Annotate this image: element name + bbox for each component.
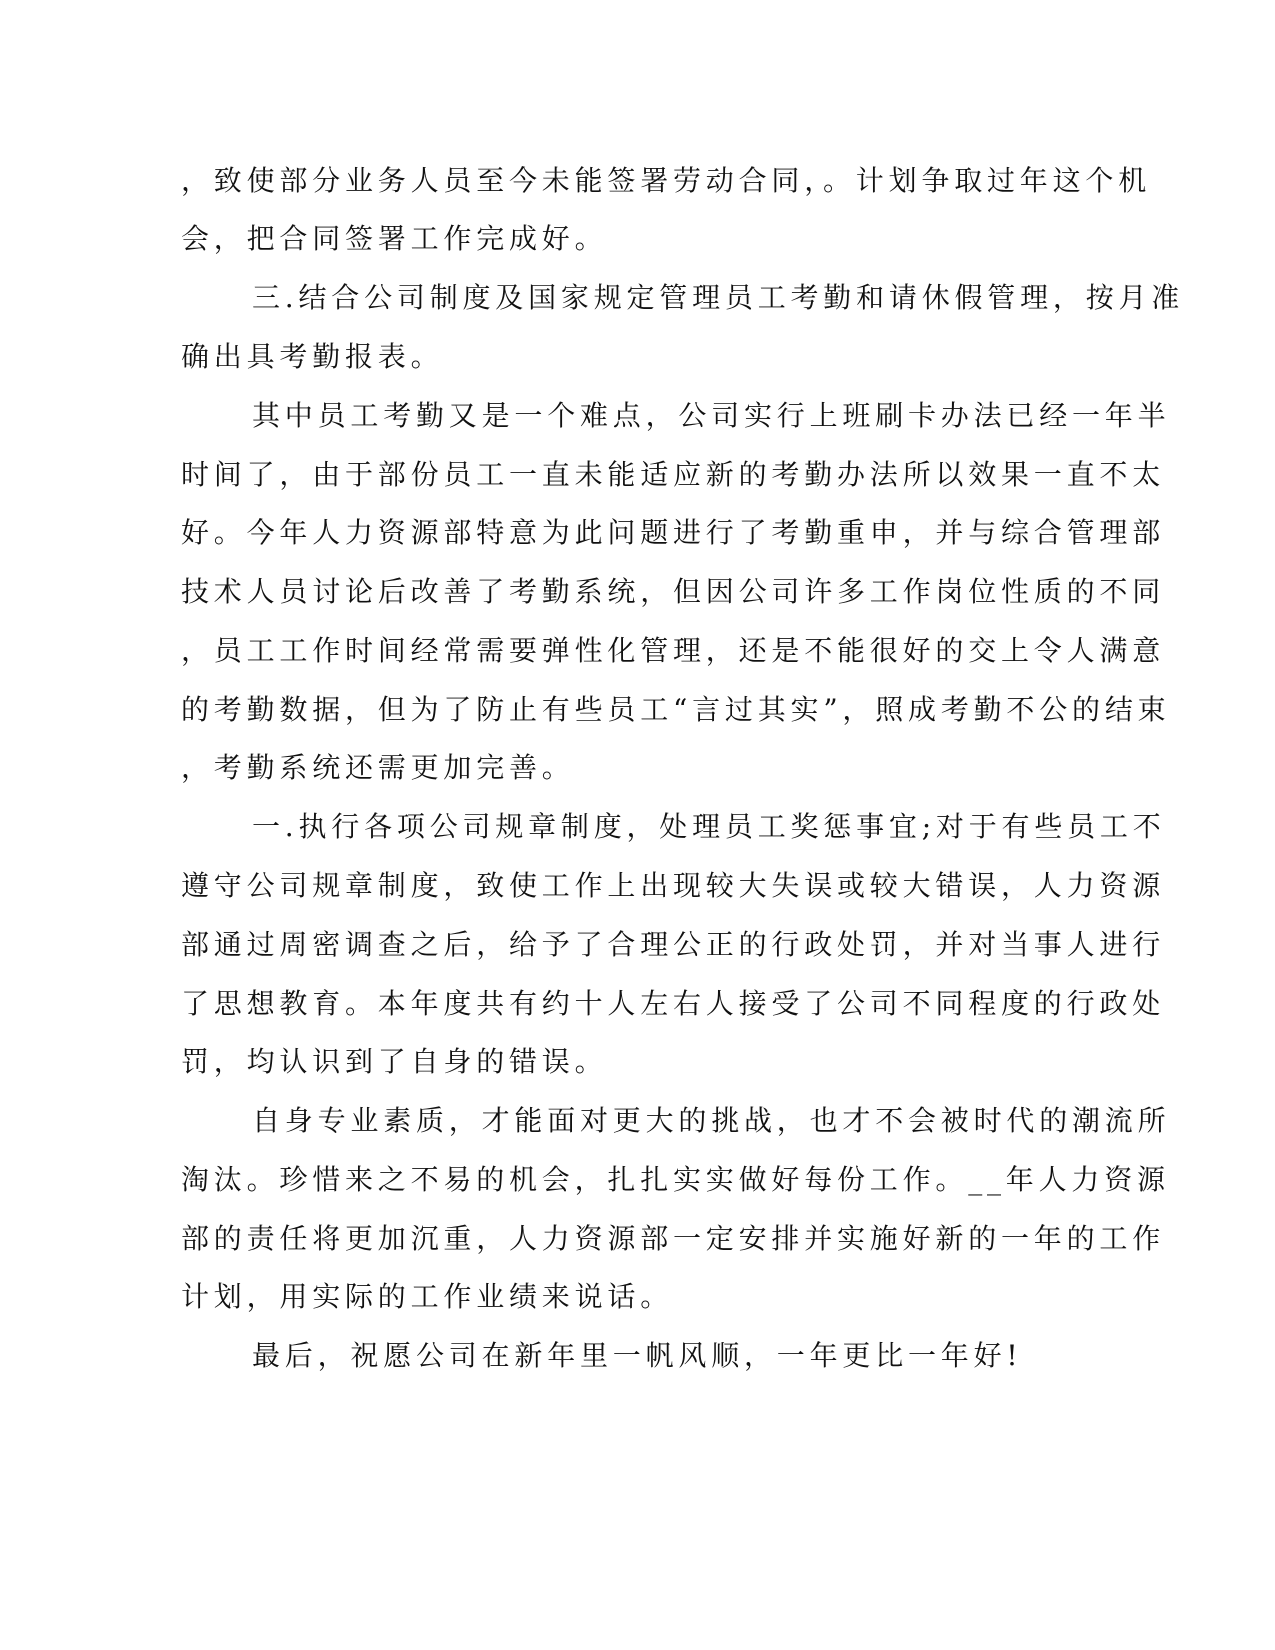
text-line: 的考勤数据，但为了防止有些员工“言过其实”，照成考勤不公的结束 (181, 693, 1171, 726)
text-line: 罚，均认识到了自身的错误。 (181, 1045, 608, 1078)
text-line: 最后，祝愿公司在新年里一帆风顺，一年更比一年好! (252, 1339, 1023, 1372)
text-line: 遵守公司规章制度，致使工作上出现较大失误或较大错误，人力资源 (181, 869, 1166, 902)
text-line: 了思想教育。本年度共有约十人左右人接受了公司不同程度的行政处 (181, 987, 1166, 1020)
text-line: 确出具考勤报表。 (181, 340, 444, 373)
text-line: 时间了，由于部份员工一直未能适应新的考勤办法所以效果一直不太 (181, 458, 1166, 491)
text-line: 自身专业素质，才能面对更大的挑战，也才不会被时代的潮流所 (252, 1104, 1171, 1137)
text-line: ，致使部分业务人员至今未能签署劳动合同，。计划争取过年这个机 (181, 164, 1152, 197)
text-line: 其中员工考勤又是一个难点，公司实行上班刷卡办法已经一年半 (252, 399, 1171, 432)
text-line: 好。今年人力资源部特意为此问题进行了考勤重申，并与综合管理部 (181, 516, 1166, 549)
text-line: 淘汰。珍惜来之不易的机会，扎扎实实做好每份工作。__年人力资源 (181, 1163, 1170, 1196)
text-line: 部通过周密调查之后，给予了合理公正的行政处罚，并对当事人进行 (181, 928, 1166, 961)
text-line: ，考勤系统还需更加完善。 (181, 751, 575, 784)
text-line: ，员工工作时间经常需要弹性化管理，还是不能很好的交上令人满意 (181, 634, 1166, 667)
text-line: 会，把合同签署工作完成好。 (181, 222, 608, 255)
text-line: 一.执行各项公司规章制度，处理员工奖惩事宜;对于有些员工不 (252, 810, 1166, 843)
text-line: 计划，用实际的工作业绩来说话。 (181, 1280, 674, 1313)
text-line: 部的责任将更加沉重，人力资源部一定安排并实施好新的一年的工作 (181, 1222, 1166, 1255)
text-line: 三.结合公司制度及国家规定管理员工考勤和请休假管理，按月准 (252, 281, 1185, 314)
text-line: 技术人员讨论后改善了考勤系统，但因公司许多工作岗位性质的不同 (181, 575, 1166, 608)
